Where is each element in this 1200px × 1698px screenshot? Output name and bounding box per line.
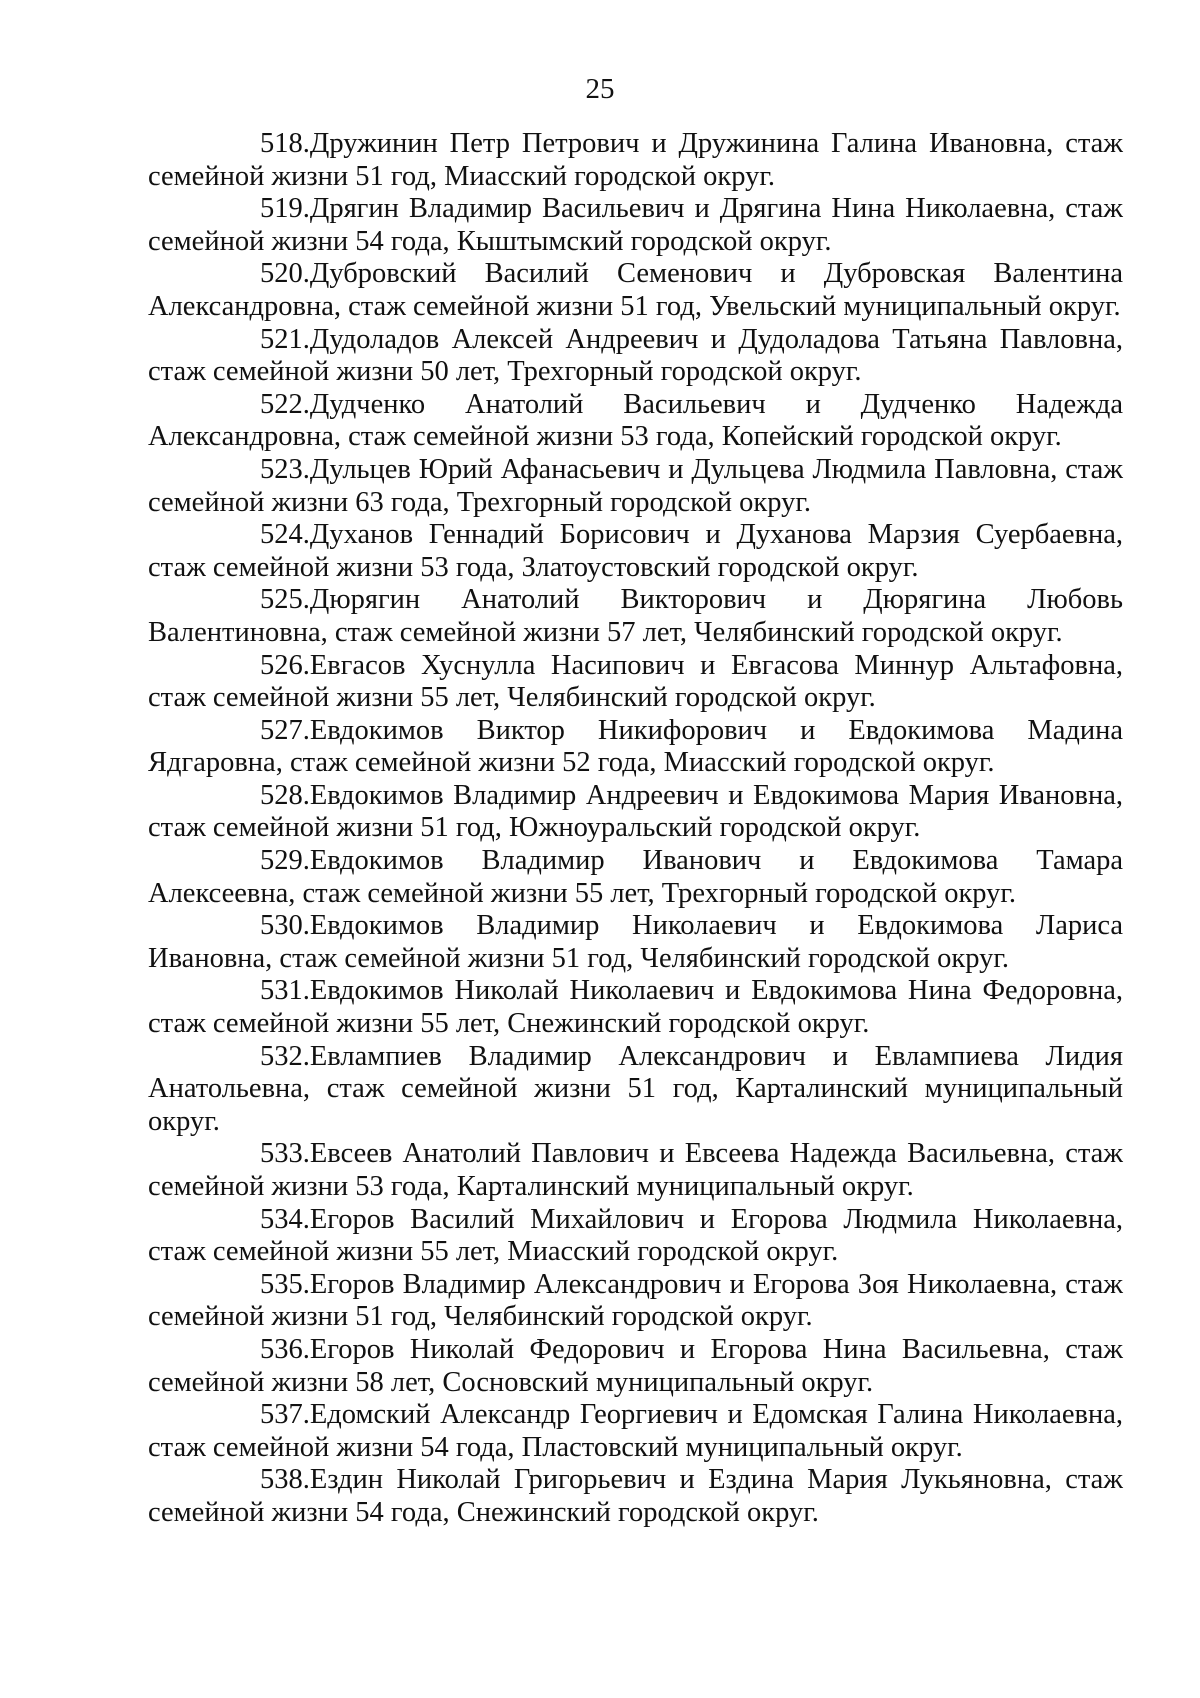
entry-number: 533. [260, 1138, 310, 1170]
list-item [148, 1138, 1123, 1203]
entry-number: 537. [260, 1399, 310, 1431]
entry-number: 535. [260, 1268, 310, 1300]
entry-number: 530. [260, 910, 310, 942]
entry-text: Егоров Владимир Александрович и Егорова Зоя Николаевна, стаж семейной жизни 51 год, Челябинский городской округ. [148, 1268, 1123, 1333]
entry-text: Дульцев Юрий Афанасьевич и Дульцева Людмила Павловна, стаж семейной жизни 63 года, Трехгорный городской округ. [148, 453, 1123, 518]
entry-text: Евлампиев Владимир Александрович и Евлампиева Лидия Анатольевна, стаж семейной жизни 51 год, Карталинский муниципальный округ. [148, 1040, 1123, 1137]
entry-text: Дружинин Петр Петрович и Дружинина Галина Ивановна, стаж семейной жизни 51 год, Миасский городской округ. [148, 128, 1123, 192]
entry-number: 520. [260, 258, 310, 290]
entry-number: 522. [260, 388, 310, 420]
entry-text: Евдокимов Владимир Иванович и Евдокимова Тамара Алексеевна, стаж семейной жизни 55 лет, Трехгорный городской округ. [148, 845, 1123, 909]
list-item [148, 650, 1123, 715]
entry-number: 519. [260, 193, 310, 225]
list-item [148, 324, 1123, 389]
entry-list [148, 128, 1123, 1530]
list-item [148, 1334, 1123, 1399]
entry-text: Евдокимов Виктор Никифорович и Евдокимова Мадина Ядгаровна, стаж семейной жизни 52 года, Миасский городской округ. [148, 714, 1123, 779]
entry-text: Дудоладов Алексей Андреевич и Дудоладова Татьяна Павловна, стаж семейной жизни 50 лет, Трехгорный городской округ. [148, 323, 1123, 388]
list-item [148, 845, 1123, 910]
list-item [148, 910, 1123, 975]
list-item [148, 389, 1123, 454]
list-item [148, 1464, 1123, 1529]
entry-text: Дрягин Владимир Васильевич и Дрягина Нина Николаевна, стаж семейной жизни 54 года, Кыштымский городской округ. [148, 193, 1123, 257]
entry-text: Дюрягин Анатолий Викторович и Дюрягина Любовь Валентиновна, стаж семейной жизни 57 лет, Челябинский городской округ. [148, 584, 1123, 648]
entry-number: 531. [260, 975, 310, 1007]
page-number: 25 [585, 73, 615, 105]
list-item [148, 584, 1123, 649]
entry-text: Евдокимов Владимир Николаевич и Евдокимова Лариса Ивановна, стаж семейной жизни 51 год, Челябинский городской округ. [148, 910, 1123, 974]
entry-number: 532. [260, 1040, 310, 1072]
entry-text: Евгасов Хуснулла Насипович и Евгасова Миннур Альтафовна, стаж семейной жизни 55 лет, Челябинский городской округ. [148, 649, 1123, 714]
entry-number: 518. [260, 128, 310, 159]
entry-text: Евдокимов Николай Николаевич и Евдокимова Нина Федоровна, стаж семейной жизни 55 лет, Снежинский городской округ. [148, 975, 1123, 1040]
entry-text: Едомский Александр Георгиевич и Едомская Галина Николаевна, стаж семейной жизни 54 года, Пластовский муниципальный округ. [148, 1399, 1123, 1463]
entry-text: Егоров Василий Михайлович и Егорова Людмила Николаевна, стаж семейной жизни 55 лет, Миасский городской округ. [148, 1203, 1123, 1268]
list-item [148, 975, 1123, 1040]
entry-text: Духанов Геннадий Борисович и Духанова Марзия Суербаевна, стаж семейной жизни 53 года, Златоустовский городской округ. [148, 519, 1123, 583]
list-item [148, 454, 1123, 519]
list-item [148, 1204, 1123, 1269]
list-item [148, 193, 1123, 258]
list-item [148, 1399, 1123, 1464]
list-item [148, 715, 1123, 780]
entry-text: Ездин Николай Григорьевич и Ездина Мария Лукьяновна, стаж семейной жизни 54 года, Снежинский городской округ. [148, 1464, 1123, 1528]
entry-text: Егоров Николай Федорович и Егорова Нина Васильевна, стаж семейной жизни 58 лет, Сосновский муниципальный округ. [148, 1333, 1123, 1398]
entry-text: Евсеев Анатолий Павлович и Евсеева Надежда Васильевна, стаж семейной жизни 53 года, Карталинский муниципальный округ. [148, 1138, 1123, 1202]
entry-number: 536. [260, 1333, 310, 1365]
list-item [148, 1269, 1123, 1334]
entry-number: 523. [260, 453, 310, 485]
entry-number: 538. [260, 1464, 310, 1496]
entry-number: 527. [260, 714, 310, 746]
entry-number: 529. [260, 845, 310, 877]
list-item [148, 780, 1123, 845]
entry-number: 534. [260, 1203, 310, 1235]
entry-text: Евдокимов Владимир Андреевич и Евдокимова Мария Ивановна, стаж семейной жизни 51 год, Южноуральский городской округ. [148, 779, 1123, 844]
entry-number: 528. [260, 779, 310, 811]
entry-number: 526. [260, 649, 310, 681]
list-item [148, 519, 1123, 584]
entry-number: 525. [260, 584, 310, 616]
list-item [148, 128, 1123, 193]
list-item [148, 258, 1123, 323]
entry-text: Дудченко Анатолий Васильевич и Дудченко Надежда Александровна, стаж семейной жизни 53 года, Копейский городской округ. [148, 388, 1123, 453]
entry-number: 521. [260, 323, 310, 355]
list-item [148, 1041, 1123, 1139]
entry-text: Дубровский Василий Семенович и Дубровская Валентина Александровна, стаж семейной жизни 51 год, Увельский муниципальный округ. [148, 258, 1123, 322]
entry-number: 524. [260, 519, 310, 551]
